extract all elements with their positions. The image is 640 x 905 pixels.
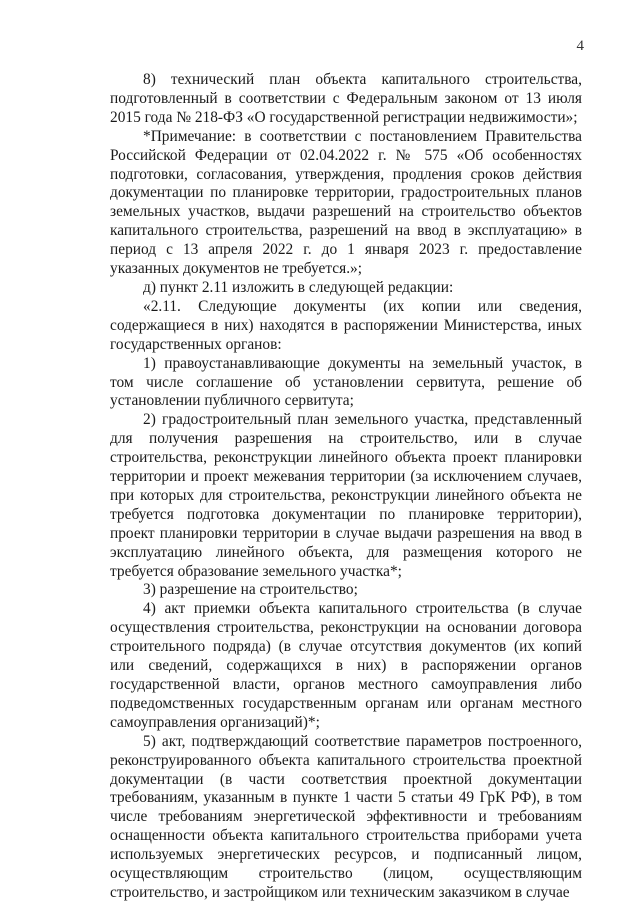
paragraph-item-5: 5) акт, подтверждающий соответствие параметров построенного, реконструированного объекта капитального строительства проектной документации (в части соответствия проектной документации требованиям, указанным в пункте 1 части 5 статьи 49 ГрК РФ), в том числе требованиям энергетической эффективности и требованиям оснащенности объекта капитального строительства приборами учета используемых энергетических ресурсов, и подписанный лицом, осуществляющим строительство (лицом, осуществляющим строительство, и застройщиком или техническим заказчиком в случае: [110, 732, 582, 901]
document-body: [110, 71, 582, 903]
paragraph-note: *Примечание: в соответствии с постановлением Правительства Российской Федерации от 02.04.2022 г. № 575 «Об особенностях подготовки, согласования, утверждения, продления сроков действия документации по планировке территории, градостроительных планов земельных участков, выдачи разрешений на строительство объектов капитального строительства, разрешений на ввод в эксплуатацию» в период с 13 апреля 2022 г. до 1 января 2023 г. предоставление указанных документов не требуется.»;: [110, 127, 582, 278]
paragraph-item-4: 4) акт приемки объекта капитального строительства (в случае осуществления строительства, реконструкции на основании договора строительного подряда) (в случае отсутствия документов (их копий или сведений, содержащихся в них) в распоряжении органов государственной власти, органов местного самоуправления либо подведомственных государственным органам или органам местного самоуправления организаций)*;: [110, 600, 582, 731]
paragraph-item-3: 3) разрешение на строительство;: [143, 581, 358, 599]
page-number: 4: [576, 38, 584, 54]
paragraph-point-d: д) пункт 2.11 изложить в следующей редакции:: [143, 278, 454, 296]
paragraph-item-1: 1) правоустанавливающие документы на земельный участок, в том числе соглашение об установлении сервитута, решение об установлении публичного сервитута;: [110, 354, 582, 410]
paragraph-item-8: 8) технический план объекта капитального строительства, подготовленный в соответствии с Федеральным законом от 13 июля 2015 года № 218-ФЗ «О государственной регистрации недвижимости»;: [110, 71, 582, 126]
paragraph-2-11: «2.11. Следующие документы (их копии или сведения, содержащиеся в них) находятся в распоряжении Министерства, иных государственных органов:: [110, 297, 582, 353]
paragraph-item-2: 2) градостроительный план земельного участка, представленный для получения разрешения на строительство, или в случае строительства, реконструкции линейного объекта проект планировки территории и проект межевания территории (за исключением случаев, при которых для строительства, реконструкции линейного объекта не требуется подготовка документации по планировке территории), проект планировки территории в случае выдачи разрешения на ввод в эксплуатацию линейного объекта, для размещения которого не требуется образование земельного участка*;: [110, 411, 582, 580]
